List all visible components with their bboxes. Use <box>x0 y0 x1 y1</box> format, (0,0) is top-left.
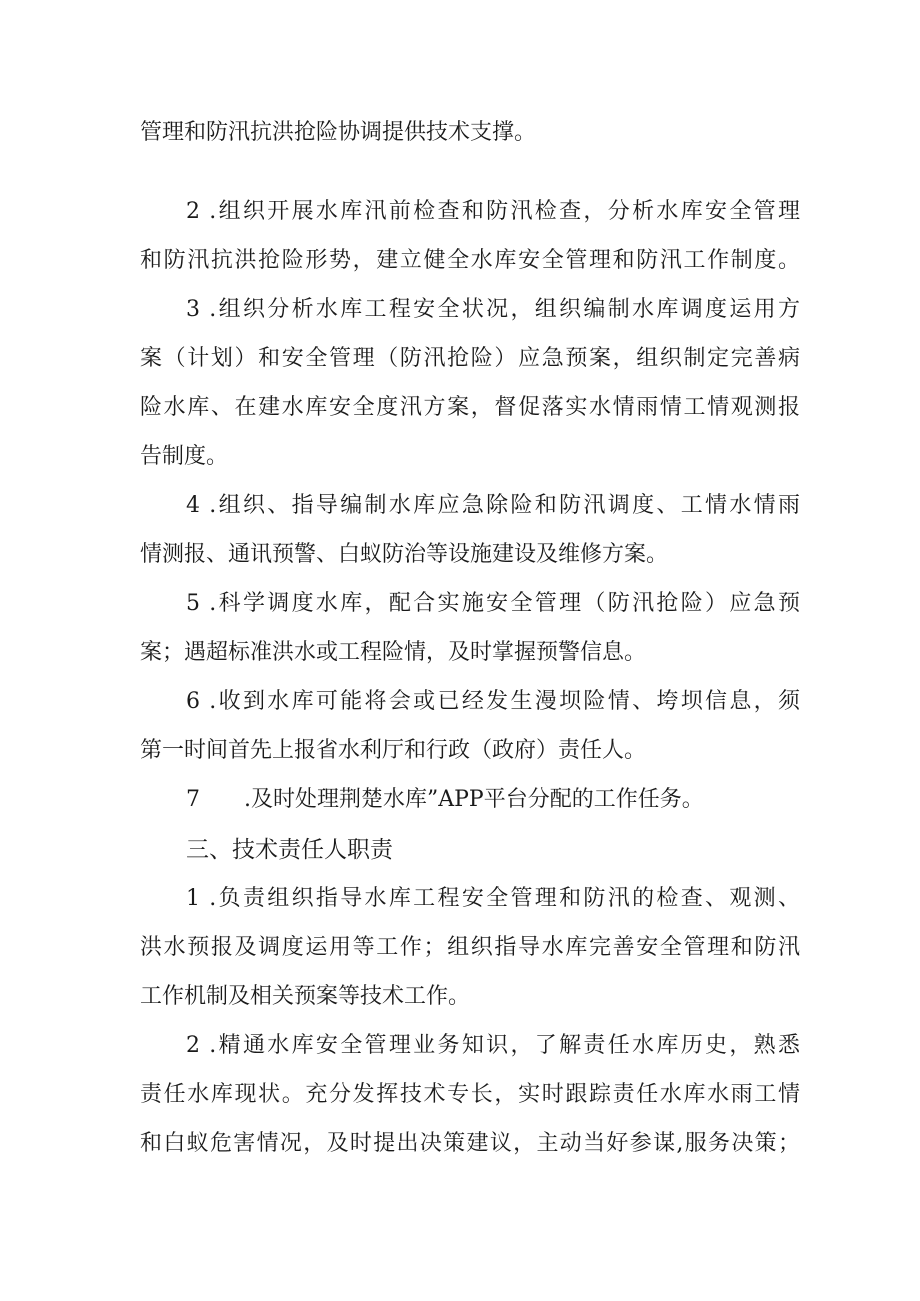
text-line-11: 案；遇超标准洪水或工程险情，及时掌握预警信息。 <box>140 640 647 665</box>
text-line-12: 6 .收到水库可能将会或已经发生漫坝险情、垮坝信息，须 <box>186 689 800 714</box>
text-line-19: 2 .精通水库安全管理业务知识，了解责任水库历史，熟悉 <box>186 1033 800 1058</box>
text-line-13: 第一时间首先上报省水利厅和行政（政府）责任人。 <box>140 738 647 763</box>
text-line-16: 1 .负责组织指导水库工程安全管理和防汛的检查、观测、 <box>186 886 800 911</box>
text-line-4: 3 .组织分析水库工程安全状况，组织编制水库调度运用方 <box>186 297 800 322</box>
text-line-5: 案（计划）和安全管理（防汛抢险）应急预案，组织制定完善病 <box>140 346 800 371</box>
text-line-21: 和白蚁危害情况，及时提出决策建议，主动当好参谋,服务决策； <box>140 1131 800 1156</box>
text-line-20: 责任水库现状。充分发挥技术专长，实时跟踪责任水库水雨工情 <box>140 1082 800 1107</box>
text-line-14: 7 .及时处理荆楚水库”APP平台分配的工作任务。 <box>186 787 704 812</box>
text-line-7: 告制度。 <box>140 444 229 469</box>
text-line-10: 5 .科学调度水库，配合实施安全管理（防汛抢险）应急预 <box>186 591 800 616</box>
text-line-17: 洪水预报及调度运用等工作；组织指导水库完善安全管理和防汛 <box>140 935 800 960</box>
text-line-8: 4 .组织、指导编制水库应急除险和防汛调度、工情水情雨 <box>186 493 800 518</box>
text-line-18: 工作机制及相关预案等技术工作。 <box>140 984 471 1009</box>
text-line-6: 险水库、在建水库安全度汛方案，督促落实水情雨情工情观测报 <box>140 395 800 420</box>
text-line-1: 管理和防汛抗洪抢险协调提供技术支撑。 <box>140 120 537 145</box>
text-line-3: 和防汛抗洪抢险形势，建立健全水库安全管理和防汛工作制度。 <box>140 248 800 273</box>
section-heading: 三、技术责任人职责 <box>186 837 393 863</box>
text-line-9: 情测报、通讯预警、白蚁防治等设施建设及维修方案。 <box>140 542 669 567</box>
text-line-2: 2 .组织开展水库汛前检查和防汛检查，分析水库安全管理 <box>186 199 800 224</box>
